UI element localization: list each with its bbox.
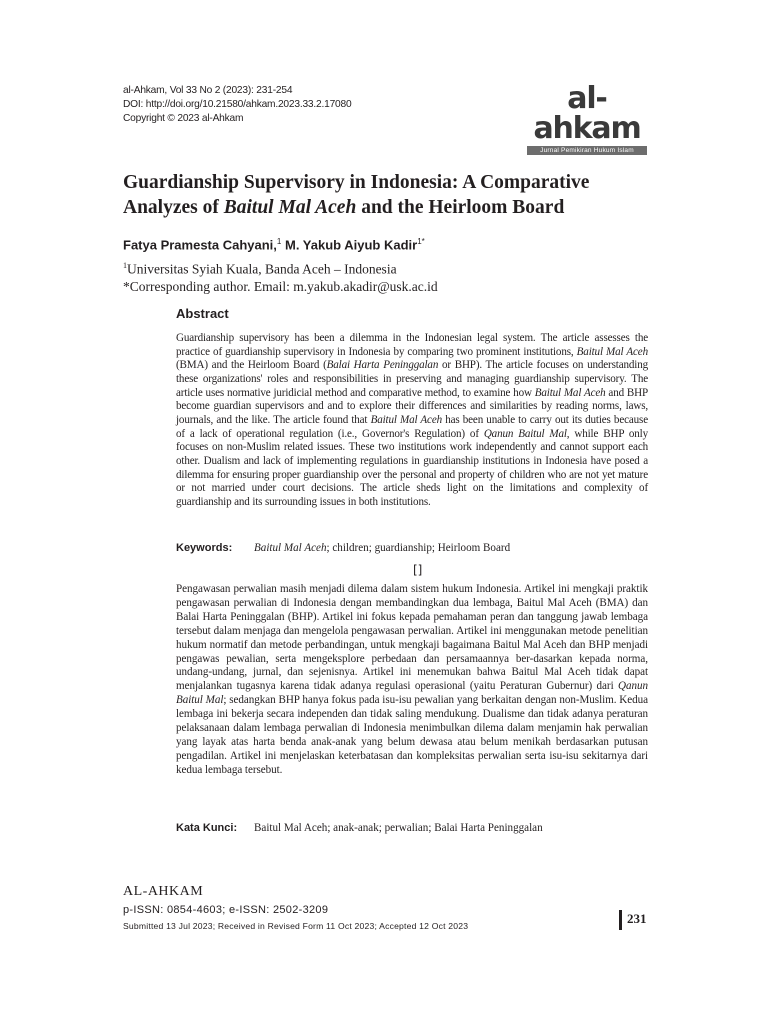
- abstract-body: [176, 332, 648, 510]
- affiliation-sup: 1: [123, 261, 127, 270]
- page-number: 231: [627, 911, 647, 926]
- article-title: [123, 170, 643, 220]
- abstrak-text: Pengawasan perwalian masih menjadi dilema dalam sistem hukum Indonesia. Artikel ini mengkaji praktik pengawasan perwalian di Indonesia dengan membandingkan dua lembaga, Baitul Mal Aceh (BMA) dan Balai Harta Peninggalan (BHP). Artikel ini fokus kepada pemahaman peran dan tanggung jawab lembaga tersebut dalam menjaga dan mengelola pengawasan perwalian. Artikel ini menggunakan metode penelitian hukum normatif dan metode perbandingan, untuk mengkaji bagaimana Baitul Mal Aceh dan BHP menjadi pengawas pewalian, serta mengeksplore perbedaan dan persamaannya ber-dasarkan kepada norma, undang-undang, jurnal, dan sejenisnya. Artikel ini menemukan bahwa Baitul Mal Aceh tidak dapat menjalankan tugasnya karena tidak adanya regulasi operasional (yaitu Peraturan Gubernur) dari: [176, 583, 648, 693]
- citation-line: al-Ahkam, Vol 33 No 2 (2023): 231-254: [123, 85, 293, 96]
- abstract-italic: Baitul Mal Aceh: [576, 345, 648, 358]
- footer-submission: Submitted 13 Jul 2023; Received in Revised Form 11 Oct 2023; Accepted 12 Oct 2023: [123, 921, 469, 931]
- abstrak-italic: Qanun Baitul Mal: [176, 680, 648, 707]
- abstract-italic: Baitul Mal Aceh: [534, 386, 606, 399]
- abstract-italic: Balai Harta Peninggalan: [326, 359, 439, 372]
- title-text: and the Heirloom Board: [356, 197, 565, 218]
- title-italic: Baitul Mal Aceh: [223, 197, 357, 218]
- footer-journal: AL-AHKAM: [123, 884, 204, 899]
- author-1: Fatya Pramesta Cahyani,: [123, 237, 277, 253]
- logo-wordmark: al-ahkam: [533, 81, 641, 146]
- abstrak-body: [176, 583, 648, 778]
- keywords-label: Keywords:: [176, 542, 233, 554]
- title-line-2: [123, 195, 643, 220]
- copyright-line: Copyright © 2023 al-Ahkam: [123, 113, 244, 124]
- abstract-heading: Abstract: [176, 306, 229, 321]
- author-list: [123, 234, 425, 253]
- abstract-italic: Qanun Baitul Mal: [483, 427, 567, 440]
- keywords: [176, 542, 510, 554]
- abstrak-text: ; sedangkan BHP hanya fokus pada isu-isu pewalian yang berkaitan dengan non-Muslim. Kedua lembaga ini bekerja secara independen dan tidak saling mendukung. Dualisme dan tidak adanya peraturan pelaksanaan dalam lembaga perwalian di Indonesia menimbulkan dilema dalam menjamin hak perwalian yang layak atas harta benda anak-anak yang belum dewasa atau belum menikah berdasarkan putusan pengadilan. Artikel ini menjelaskan keterbatasan dan kompleksitas perwalian serta isu-isu sekitarnya dari kedua lembaga tersebut.: [176, 694, 648, 776]
- logo-tagline: Jurnal Pemikiran Hukum Islam: [527, 146, 647, 155]
- affiliation-block: [123, 257, 438, 295]
- affiliation-text: Universitas Syiah Kuala, Banda Aceh – Indonesia: [127, 261, 397, 277]
- kata-kunci: [176, 822, 543, 834]
- keywords-italic: Baitul Mal Aceh: [254, 542, 327, 554]
- abstract-text: (BMA) and the Heirloom Board (: [176, 359, 327, 372]
- footer-issn: p-ISSN: 0854-4603; e-ISSN: 2502-3209: [123, 904, 329, 916]
- doi-link[interactable]: DOI: http://doi.org/10.21580/ahkam.2023.33.2.17080: [123, 99, 352, 110]
- journal-logo: [527, 81, 647, 155]
- kata-kunci-text: Baitul Mal Aceh; anak-anak; perwalian; Balai Harta Peninggalan: [254, 822, 543, 834]
- page-number-bar: [619, 910, 622, 930]
- abstract-text: has been unable to carry out its duties because of a lack of operational regulation (i.e., Governor's Regulation) of: [176, 413, 648, 440]
- author-1-affil: 1: [276, 237, 282, 246]
- citation-header: [123, 84, 351, 126]
- section-separator: []: [413, 563, 423, 577]
- author-2-affil: 1*: [417, 237, 425, 246]
- abstract-text: Guardianship supervisory has been a dilemma in the Indonesian legal system. The article assesses the practice of guardianship supervisory in Indonesia by comparing two prominent institutions,: [176, 332, 648, 358]
- abstract-text: , while BHP only focuses on non-Muslim related issues. These two institutions work independently and cannot support each other. Dualism and lack of implementing regulations in guardianship institutions in Indonesia have posed a dilemma for ensuring proper guardianship over the personal and property of children who are not yet mature or not married under court decisions. The article sheds light on the limitations and complexity of guardianship and its surrounding issues in both institutions.: [176, 427, 648, 508]
- abstract-italic: Baitul Mal Aceh: [370, 413, 442, 426]
- keywords-text: ; children; guardianship; Heirloom Board: [326, 542, 511, 554]
- title-text: Analyzes of: [123, 197, 224, 218]
- abstract-text: or BHP). The article focuses on understanding these organizations' roles and responsibilities in preserving and managing guardianship supervisory. The article uses normative juridicial method and comparative method, to examine how: [176, 359, 648, 399]
- abstract-text: and BHP become guardian supervisors and and to explore their differences and similarities by reading norms, laws, journals, and the like. The article found that: [176, 386, 649, 426]
- title-line-1: Guardianship Supervisory in Indonesia: A Comparative: [123, 172, 590, 193]
- corresponding-author: *Corresponding author. Email: m.yakub.akadir@usk.ac.id: [123, 278, 438, 294]
- kata-kunci-label: Kata Kunci:: [176, 822, 238, 834]
- affiliation: [123, 257, 438, 278]
- author-2: M. Yakub Aiyub Kadir: [284, 237, 418, 253]
